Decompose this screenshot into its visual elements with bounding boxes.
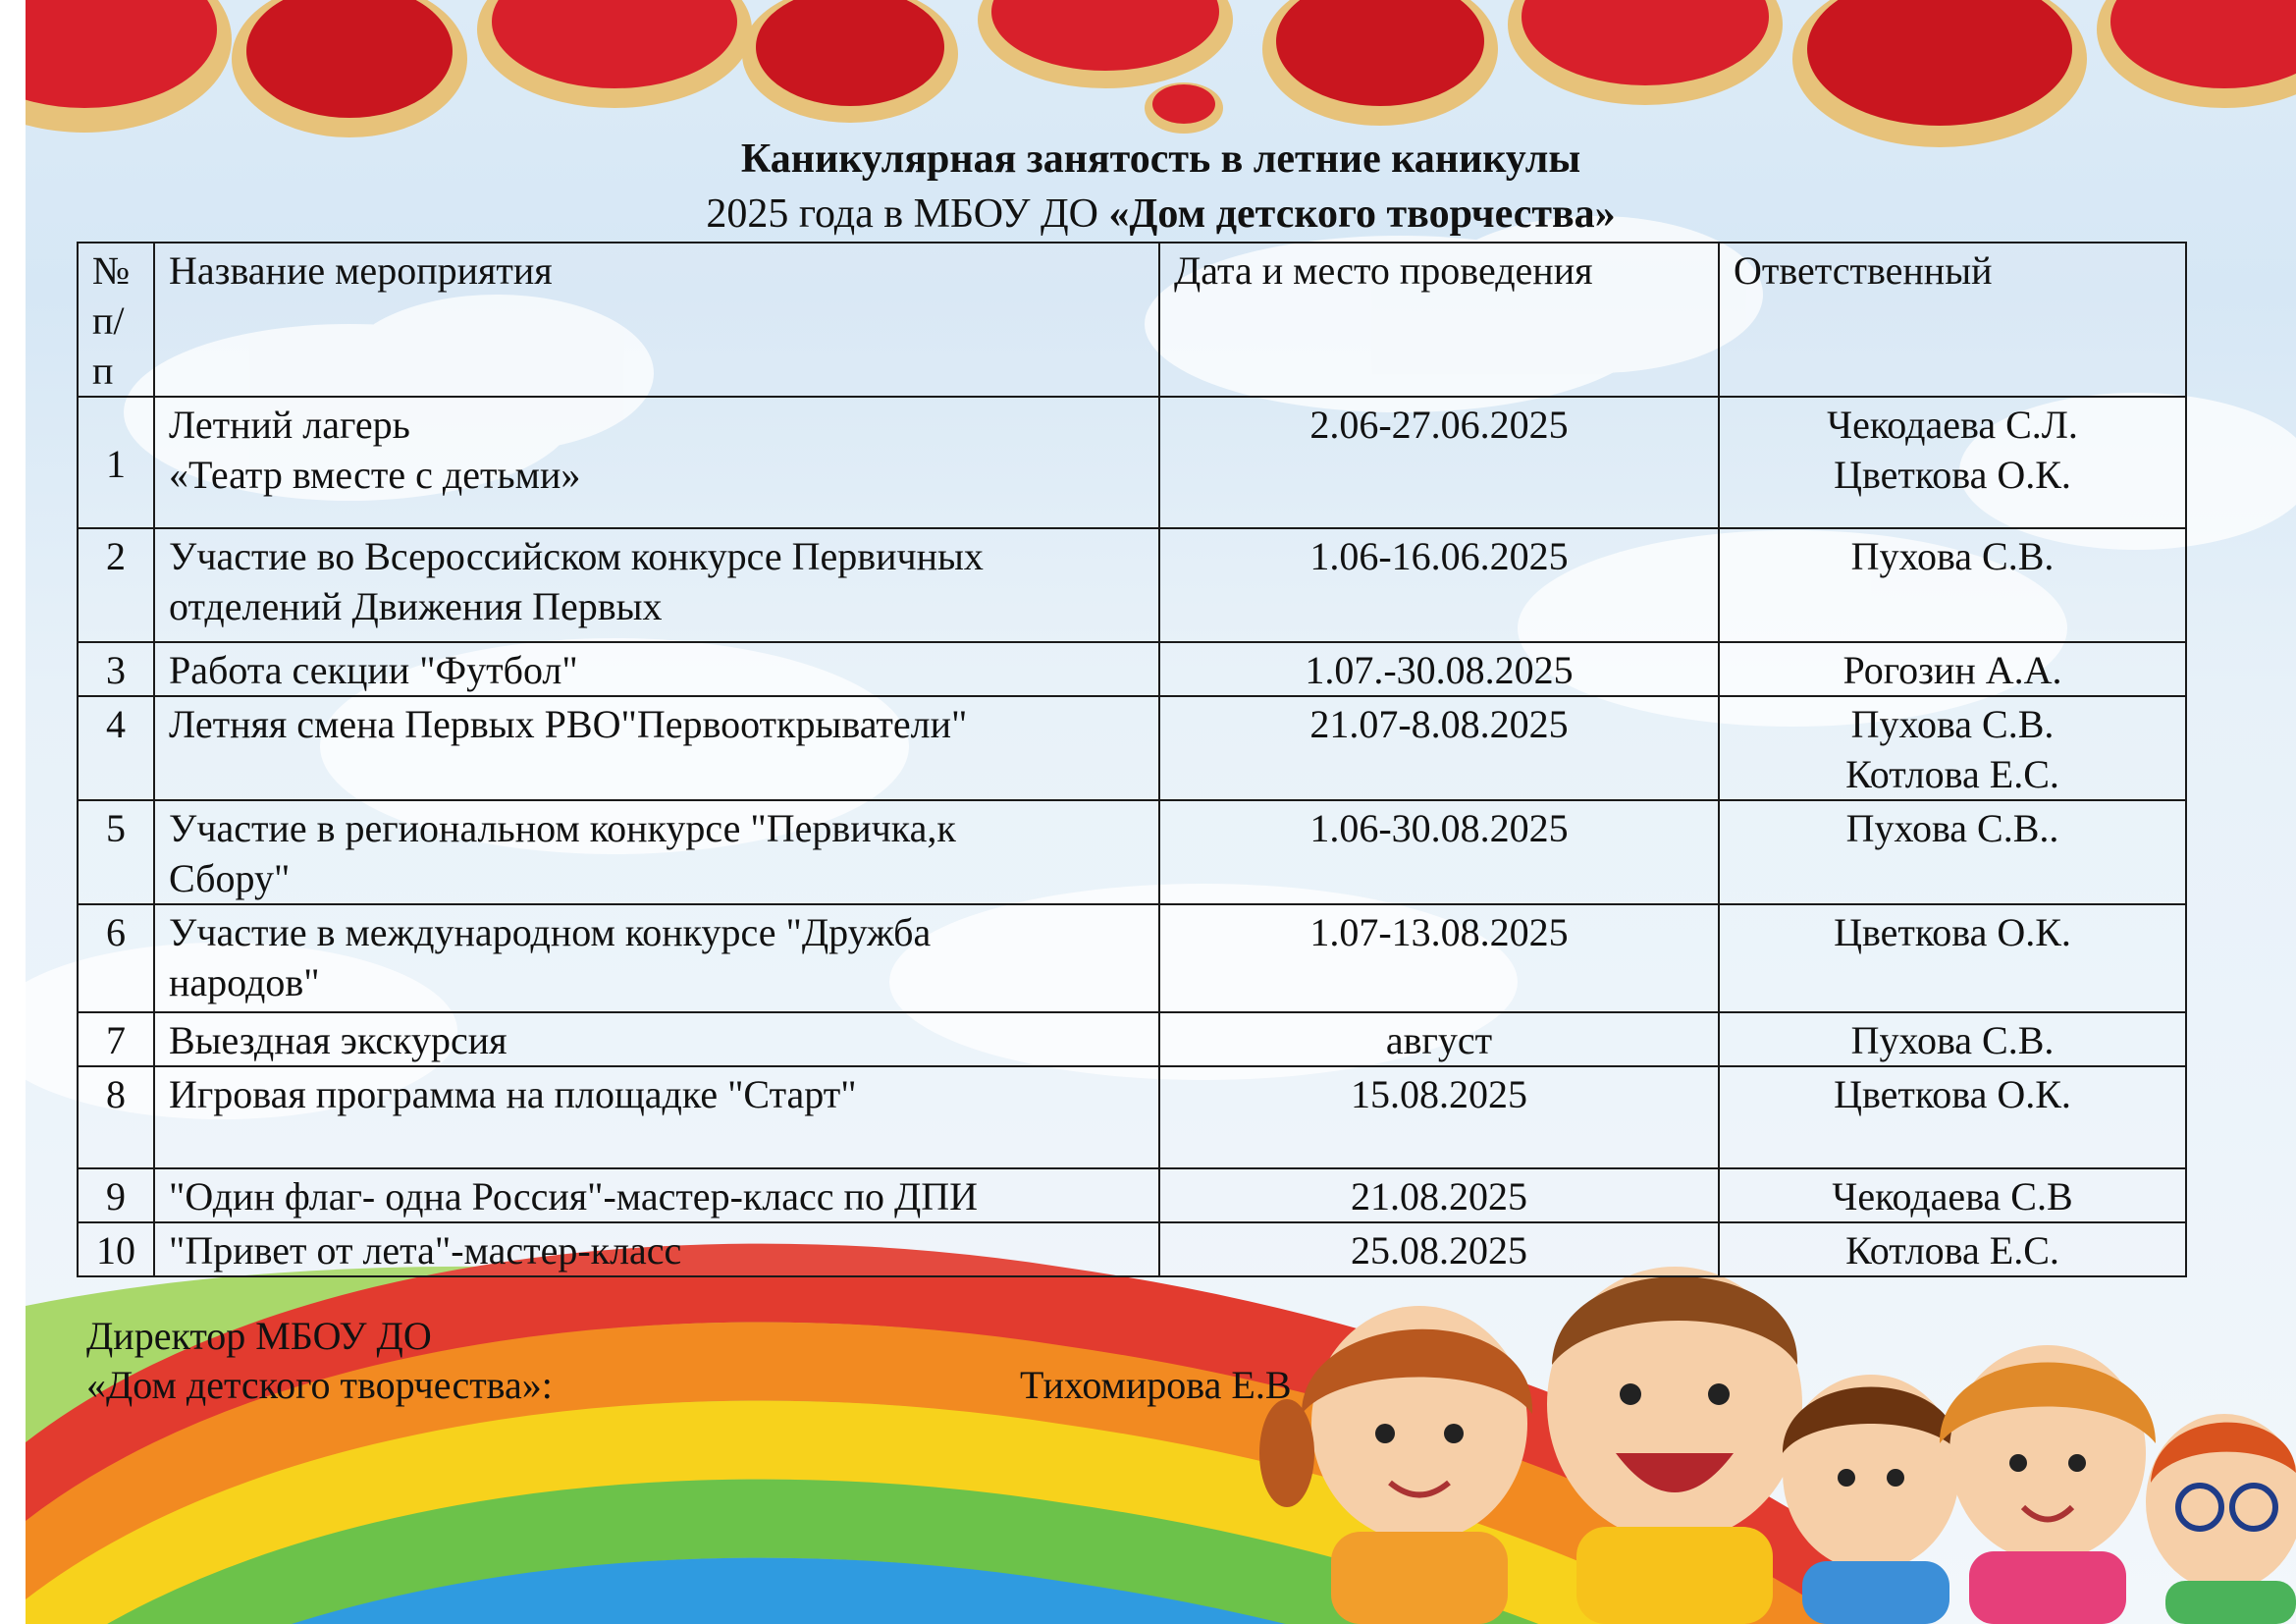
event-name: [154, 904, 1159, 1012]
row-number: 3: [78, 642, 154, 696]
responsible-person: Пухова С.В.: [1850, 534, 2055, 578]
row-number: 8: [78, 1066, 154, 1168]
row-number: 7: [78, 1012, 154, 1066]
table-header-row: [78, 243, 2186, 397]
event-name: [154, 696, 1159, 800]
event-date: 21.07-8.08.2025: [1159, 696, 1719, 800]
responsible-person: Цветкова О.К.: [1834, 1072, 2071, 1116]
event-name-line: отделений Движения Первых: [169, 584, 663, 628]
event-name-line: народов": [169, 960, 320, 1004]
event-name-line: Участие во Всероссийском конкурсе Первичных: [169, 534, 984, 578]
event-name-line: Выездная экскурсия: [169, 1018, 507, 1062]
event-name: [154, 528, 1159, 642]
event-name: [154, 1066, 1159, 1168]
header-num-line: п/: [92, 298, 125, 343]
table-row: [78, 904, 2186, 1012]
event-date: август: [1159, 1012, 1719, 1066]
responsible-person: Котлова Е.С.: [1845, 752, 2059, 796]
table-body: [78, 397, 2186, 1276]
event-responsible: [1719, 528, 2186, 642]
event-responsible: [1719, 904, 2186, 1012]
table-row: [78, 642, 2186, 696]
row-number: 4: [78, 696, 154, 800]
event-date: 15.08.2025: [1159, 1066, 1719, 1168]
event-date: 2.06-27.06.2025: [1159, 397, 1719, 528]
signature-title-line2: «Дом детского творчества»:: [86, 1363, 553, 1407]
responsible-person: Котлова Е.С.: [1845, 1228, 2059, 1272]
row-number: 9: [78, 1168, 154, 1222]
event-date: 1.06-16.06.2025: [1159, 528, 1719, 642]
responsible-person: Пухова С.В..: [1845, 806, 2059, 850]
header-name: Название мероприятия: [154, 243, 1159, 397]
signature-title-line1: Директор МБОУ ДО: [86, 1314, 432, 1358]
event-responsible: [1719, 800, 2186, 904]
subtitle-prefix: 2025 года в МБОУ ДО: [706, 191, 1109, 237]
header-num-line: п: [92, 349, 114, 393]
row-number: 1: [78, 397, 154, 528]
header-num-line: №: [92, 248, 131, 293]
page: [26, 0, 2296, 1624]
table-row: [78, 528, 2186, 642]
event-responsible: [1719, 397, 2186, 528]
row-number: 10: [78, 1222, 154, 1276]
page-title: Каникулярная занятость в летние каникулы: [740, 136, 1581, 182]
event-name: [154, 1012, 1159, 1066]
header-date: Дата и место проведения: [1159, 243, 1719, 397]
event-name-line: Летний лагерь: [169, 403, 410, 447]
event-responsible: [1719, 642, 2186, 696]
responsible-person: Рогозин А.А.: [1842, 648, 2062, 692]
responsible-person: Чекодаева С.Л.: [1827, 403, 2078, 447]
subtitle-organization: «Дом детского творчества»: [1108, 191, 1616, 237]
table-row: [78, 1066, 2186, 1168]
event-responsible: [1719, 1222, 2186, 1276]
event-name-line: Участие в международном конкурсе "Дружба: [169, 910, 932, 954]
row-number: 6: [78, 904, 154, 1012]
table-row: [78, 397, 2186, 528]
event-date: 21.08.2025: [1159, 1168, 1719, 1222]
event-name-line: Участие в региональном конкурсе "Первичка,к: [169, 806, 956, 850]
event-name-line: "Один флаг- одна Россия"-мастер-класс по ДПИ: [169, 1174, 979, 1218]
event-responsible: [1719, 1066, 2186, 1168]
event-name-line: Работа секции "Футбол": [169, 648, 578, 692]
event-name-line: Сбору": [169, 856, 291, 900]
event-date: 25.08.2025: [1159, 1222, 1719, 1276]
event-date: 1.07-13.08.2025: [1159, 904, 1719, 1012]
table-row: [78, 1012, 2186, 1066]
table-row: [78, 800, 2186, 904]
event-name: [154, 397, 1159, 528]
event-responsible: [1719, 1012, 2186, 1066]
table-row: [78, 696, 2186, 800]
table-row: [78, 1222, 2186, 1276]
responsible-person: Цветкова О.К.: [1834, 453, 2071, 497]
table-row: [78, 1168, 2186, 1222]
row-number: 5: [78, 800, 154, 904]
event-name-line: Летняя смена Первых РВО"Первооткрыватели": [169, 702, 968, 746]
responsible-person: Пухова С.В.: [1850, 702, 2055, 746]
event-responsible: [1719, 1168, 2186, 1222]
event-date: 1.07.-30.08.2025: [1159, 642, 1719, 696]
event-name-line: Игровая программа на площадке "Старт": [169, 1072, 857, 1116]
event-name-line: "Привет от лета"-мастер-класс: [169, 1228, 682, 1272]
signature-name: Тихомирова Е.В: [1020, 1363, 1292, 1407]
header-responsible: Ответственный: [1719, 243, 2186, 397]
event-name: [154, 1168, 1159, 1222]
row-number: 2: [78, 528, 154, 642]
event-name: [154, 800, 1159, 904]
events-table: [77, 242, 2187, 1277]
responsible-person: Чекодаева С.В: [1832, 1174, 2073, 1218]
responsible-person: Цветкова О.К.: [1834, 910, 2071, 954]
event-name: [154, 1222, 1159, 1276]
event-name: [154, 642, 1159, 696]
event-responsible: [1719, 696, 2186, 800]
event-name-line: «Театр вместе с детьми»: [169, 453, 581, 497]
responsible-person: Пухова С.В.: [1850, 1018, 2055, 1062]
poppy-flowers-decoration: [26, 0, 2296, 147]
page-subtitle: [26, 190, 2296, 238]
event-date: 1.06-30.08.2025: [1159, 800, 1719, 904]
header-num: [78, 243, 154, 397]
